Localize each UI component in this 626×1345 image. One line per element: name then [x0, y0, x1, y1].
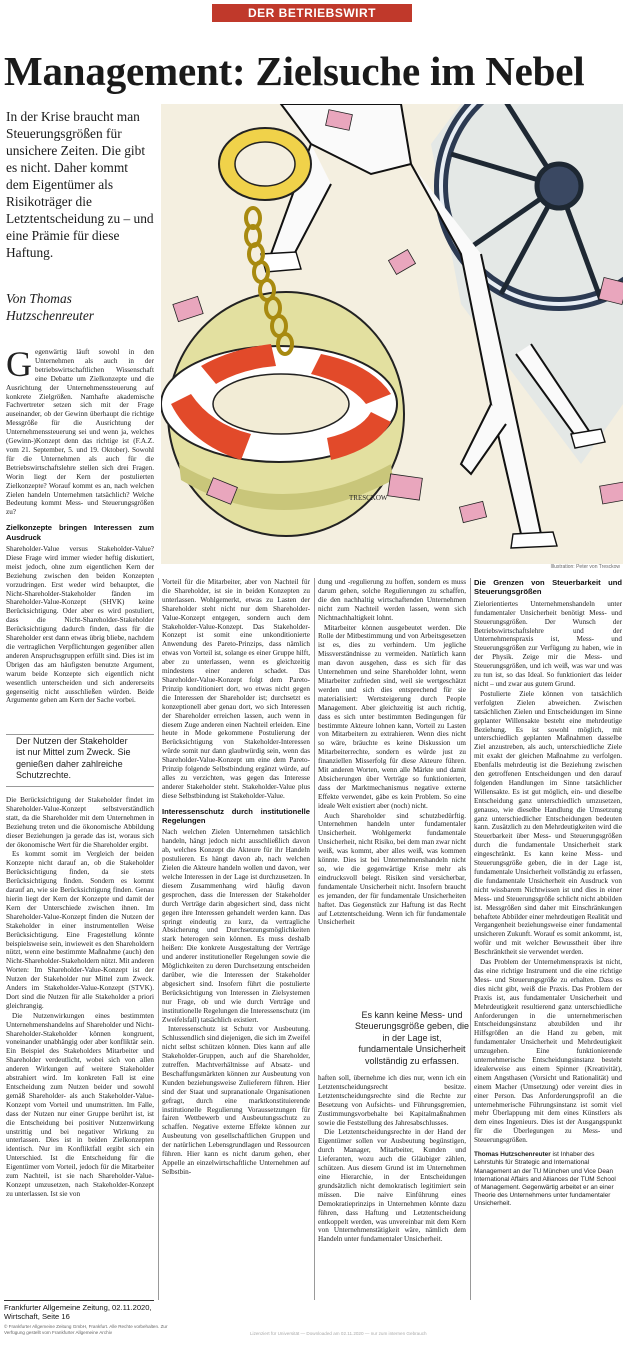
article-paragraph: Shareholder-Value versus Stakeholder-Value? Diese Frage wird immer wieder heftig diskutiert, meist jedoch, ohne zum eigentlichen Kern der Beziehung zwischen den beiden Konzepten vorzudringen. Erst weder wird behauptet, die Nicht-Shareholder-Stakeholder fänden im Shareholder-Value-Konzept (SHVK) keine Berücksichtigung. Oder aber es wird postuliert, dass die Nicht-Shareholder-Stakeholder Berücksichtigung dadurch finden, dass für die Shareholder erst dann etwas übrig bliebe, nachdem die vertraglichen Verpflichtungen gegenüber allen anderen Anspruchsgruppen erfüllt sind. Dies ist im Übrigen das am häufigsten benutzte Argument, warum beide Konzepte sich eigentlich nicht wesentlich unterscheiden und sich andererseits gegenseitig nicht ausschließen würden. Beide Argumente gehen am Kern der Sache vorbei.: [6, 545, 154, 705]
column-divider: [314, 578, 315, 1300]
pullquote-rule-bottom: [6, 786, 154, 787]
subhead-interessenschutz: Interessenschutz durch institutionelle Regelungen: [162, 806, 310, 826]
pullquote-stakeholder: Der Nutzen der Stakeholder ist nur Mittel zum Zweck. Sie genießen daher zahlreiche Schutzrechte.: [16, 736, 131, 781]
copyright-notice: © Frankfurter Allgemeine Zeitung GmbH, Frankfurt. Alle Rechte vorbehalten. Zur Verfügung gestellt vom Frankfurter Allgemeine Archiv: [4, 1324, 168, 1335]
article-paragraph: Die Letztentscheidungsrechte in der Hand der Eigentümer sollen vor Ausbeutung begünstigen, durch Manager, Mitarbeiter, Kunden und Lieferanten, wozu auch die Gläubiger zählen, schützen. Aus diesem Grund ist im Unternehmen eine Hierarchie, in der Entscheidungen grundsätzlich nicht demokratisch legitimiert sein müssen. Die naive Einführung eines Demokratieprinzips in Unternehmen könnte dazu führen, dass Haftung und Letztentscheidung entkoppelt werden, was unvereinbar mit dem Kern von Unternehmenstätigkeit wäre, nämlich dem Handeln unter fundamentaler Unsicherheit.: [318, 1128, 466, 1244]
illustration-credit: Illustration: Peter von Tresckow: [550, 564, 620, 570]
source-citation: Frankfurter Allgemeine Zeitung, 02.11.2020, Wirtschaft, Seite 16: [4, 1303, 152, 1322]
dropcap-letter: G: [6, 348, 32, 384]
article-paragraph: Die Nutzenwirkungen eines bestimmten Unternehmenshandelns auf Shareholder und Nicht-Shareholder-Stakeholder können kongruent, voneinander unabhängig oder aber konfliktär sein. Ein Beispiel des Stakeholders Mitarbeiter und Shareholder verdeutlicht, wobei sich von allen anderen Wirkungen auf weitere Stakeholder abstrahiert wird. Im konkreten Fall ist eine Entscheidung zum Nutzen beider und sowohl gemäß Shareholder- als auch Stakeholder-Value-Konzept vom Vorteil und unumstritten. Im Falle, dass der Nutzen nur einer Gruppe berührt ist, ist die Entscheidung bei positiver Nutzenwirkung unstrittig und bei negativer Wirkung zu unterlassen. Dies ist in beiden Zielkonzepten identisch. Nur im Konfliktfall ergibt sich ein Unterschied. Ist die Entscheidung für die Eigentümer vom Vorteil, jedoch für die Mitarbeiter zum Nachteil, ist sie nach Shareholder-Value-Konzept umzusetzen, nach Stakeholder-Konzept zu unterlassen. Ist sie von: [6, 1011, 154, 1198]
article-paragraph: Das Problem der Unternehmenspraxis ist nicht, das eine richtige Instrument und die eine richtige Mess- und Steuerungsgröße zu erhalten. Dass es dies nicht gibt, weiß die Praxis. Das Problem der Praxis ist, aus fundamentaler Unsicherheit und Mehrdeutigkeit resultierend ganz unterschiedliche Anforderungen in die unternehmerischen Entscheidungsinstanz abzubilden und ihr Hilfsgrößen an die Hand zu geben, mit fundamentaler Unsicherheit und Mehrdeutigkeit umzugehen. Eine funktionierende unternehmerische Entscheidungsinstanz besteht idealerweise aus einem Spinner (Kreativität), einem Angsthasen (Vorsicht und Rationalität) und einem Macher (Umsetzung) oder vereint dies in einer Person. Das Anforderungsprofil an die unternehmerische Führungsinstanz ist somit viel mehr Überlappung mit dem eines Künstlers als dem eines Ingenieurs. Dies ist der Ausgangspunkt für die Überlegungen zu Mess- und Steuerungsgrößen.: [474, 958, 622, 1145]
author-bio-text: ist Inhaber des Lehrstuhls für Strategic and International Management an der TU München und Vice Dean International Affairs and Alliances der TUM School of Management. Gegenwärtig arbeitet er an einer Theorie des Unternehmens unter fundamentaler Unsicherheit.: [474, 1151, 616, 1208]
subhead-zielkonzepte: Zielkonzepte bringen Interessen zum Ausdruck: [6, 523, 154, 542]
article-illustration: [161, 104, 623, 564]
illustration-drawing: [161, 104, 623, 564]
license-notice: Lizenziert für Universität — Downloaded am 02.11.2020 — nur zum internen Gebrauch: [250, 1331, 427, 1336]
pullquote-rule-top: [6, 734, 154, 735]
article-column-3: [318, 578, 466, 998]
article-column-3b: [318, 1074, 466, 1300]
pullquote-unsicherheit: Es kann keine Mess- und Steuerungsgröße geben, die in der Lage ist, fundamentale Unsicherheit vollständig zu erfassen.: [354, 1010, 470, 1066]
article-paragraph: Es kommt somit im Vergleich der beiden Konzepte nicht darauf an, ob die Stakeholder Berücksichtigung finden, da sie stets Berücksichtigung finden. Sondern es kommt darauf an, wie sie Berücksichtigung finden. Genau hierin liegt der Kern der Konzepte und damit der Kern der Unterschiede zwischen ihnen. Im Shareholder-Value-Konzept finden die Nutzen der Stakeholder in einer instrumentellen Weise Berücksichtigung. Eine Fragestellung könnte beispielsweise sein, inwieweit es den Shareholdern nützt, wenn eine bestimmte Maßnahme (auch) den Nicht-Shareholder-Stakeholdern nützt. Mit anderen Worten: Im Shareholder-Value-Konzept ist der Nutzen der Stakeholder nur Mittel zum Zweck. Anders im Stakeholder-Value-Konzept (STVK). Dort sind die Nutzen für alle Stakeholder a priori gleichrangig.: [6, 850, 154, 1010]
footer-rule: [4, 1300, 154, 1301]
article-paragraph: Mitarbeiter können ausgebeutet werden. Die Rolle der Mitbestimmung und von Arbeitsgesetzen ist es, dies zu verhindern. Um jegliche Missverständnisse zu vermeiden. Natürlich kann man davon ausgehen, dass es sich für das Unternehmen und seine Shareholder lohnt, wenn Mitarbeiter zufrieden sind, weil sie wertgeschätzt werden und sich dies entsprechend für sie materialisiert: Wertsteigerung durch People Management. Aber gleichzeitig ist auch richtig, dass es sich unter bestimmten Bedingungen für bestimmte Akteure lohnen kann, Vorteil zu Lasten von Mitarbeitern zu extrahieren. Wenn dies nicht so wäre, bräuchte es keine Diskussion um Mitarbeiterrechte, sondern es würde just zu finanziellen Misserfolg für diese Akteure führen. Mit anderen Worten, wenn alle Märkte und damit Absicherungen über Verträge so funktionierten, dass der Marktmechanismus negative externe Effekte verwendet, gäbe es kein Problem. So eine ideale Welt existiert aber (noch) nicht.: [318, 623, 466, 810]
article-paragraph: haften soll, übernehme ich dies nur, wenn ich ein Letztentscheidungsrecht besitze. Letztentscheidungsrechte sind die Rechte zur Besetzung von Aufsichts- und Führungsgremien, Zustimmungsvorbehalte bei Kapitalmaßnahmen sowie die Feststellung des Jahresabschlusses.: [318, 1074, 466, 1127]
article-column-1: [6, 348, 154, 733]
article-column-4: [474, 578, 622, 1300]
article-paragraph: dung und -regulierung zu hoffen, sondern es muss darum gehen, solche Regulierungen zu schaffen, die den nachhaltig wirtschaftenden Unternehmen nicht zum Nachteil werden lassen, wenn sich Nichtnachhaltigkeit lohnt.: [318, 578, 466, 622]
article-paragraph: Zielorientiertes Unternehmenshandeln unter fundamentaler Unsicherheit benötigt Mess- und Steuerungsgrößen. Der Wunsch der Betriebswirtschaftslehre und der Unternehmenspraxis ist, Mess- und Steuerungsgrößen zur Verfügung zu haben, wie in der Physik. Zeige mir die Mess- und Steuerungsgrößen, und ich weiß, was war und was zu tun ist, so das Ideal. So funktioniert das leider nicht – und zwar aus gutem Grund.: [474, 599, 622, 688]
article-intro: Gegenwärtig läuft sowohl in den Unternehmen als auch in der betriebswirtschaftlichen Wissenschaft eine Debatte um Zielkonzepte und die Ausrichtung der Unternehmenssteuerung auf konkrete Zielgrößen. Namhafte akademische Fachvertreter setzen sich mit der Frage auseinander, ob der Gewinn überhaupt die richtige Messgröße für die Ausrichtung der Unternehmenssteuerung sei und wenn ja, welches (Gewinn-)Konzept denn das richtige ist (F.A.Z. vom 21. September, 5. und 19. Oktober). Sowohl für die Unternehmen als auch für die Betriebswirtschaftslehre stellen sich drei Fragen. Worin liegt der Kern der postulierten Zielkonzepte? Worauf kommt es an, nach welchen Zielen handeln Unternehmen tatsächlich? Welche Bedeutung kommt Mess- und Steuerungsgrößen zu?: [6, 348, 154, 517]
article-paragraph: Interessenschutz ist Schutz vor Ausbeutung. Schlussendlich sind diejenigen, die sich im Zweifel nicht selbst schützen können. Dies kann auf alle Stakeholder-Gruppen, auch auf die Shareholder, zutreffen. Machtverhältnisse auf Absatz- und Beschaffungsmärkten können zur Ausbeutung von Kunden beziehungsweise Zulieferern führen. Hier sind der Staat und supranationale Organisationen gefragt, durch eine marktkonstituierende institutionelle Regulierung Voraussetzungen für fairen Wettbewerb und Ausbeutungsschutz zu schaffen. Negative externe Effekte können zur Ausbeutung von gesellschaftlichen Gruppen und der natürlichen Lebensgrundlagen und Ressourcen führen. Hier kann es nicht darum gehen, eher Appelle an einzelwirtschaftliche Unternehmen auf Selbstbin-: [162, 1025, 310, 1176]
section-label: DER BETRIEBSWIRT: [212, 4, 412, 22]
article-paragraph: Auch Shareholder sind schutzbedürftig. Unternehmen handeln unter fundamentaler Unsicherheit. Wohlgemerkt fundamentale Unsicherheit, nicht Risiko, bei dem man zwar nicht weiß, was kommt, aber alles weiß, was kommen könnte. Dies ist bei Unternehmenshandeln nicht so, wie die gegenwärtige Krise mehr als eindrucksvoll belegt. Risiken sind versicherbar, fundamentale Unsicherheit nicht. Insofern braucht es jemanden, der für fundamentale Unsicherheiten haftet. Das Gegenstück zur Haftung ist das Recht auf Letztentscheidung. Wenn ich für fundamentale Unsicherheit: [318, 811, 466, 927]
article-paragraph: Nach welchen Zielen Unternehmen tatsächlich handeln, hängt jedoch nicht ausschließlich davon ab, welches Konzept die Akteure für ihr Handeln postulieren. Es hängt davon ab, nach welchen Zielen die Akteure handeln wollen und davon, wer welche Interessen in der Lage ist durchzusetzen. In diesem Zusammenhang wird häufig davon gesprochen, dass die Interessen der Stakeholder durch Verträge darin abgesichert sind, dass nicht gegen ihre Interessen gehandelt werden kann. Das springt eindeutig zu kurz, da vertragliche Absicherung und Durchsetzungsmöglichkeiten stark heterogen sein können. Es muss deshalb heißen: Die konkrete Ausgestaltung der Verträge und anderer institutioneller Regelungen sowie die Möglichkeiten zu deren Durchsetzung entscheiden darüber, wie die Interessen der Stakeholder abgesichert sind. Insofern führt die postulierte Berücksichtigung von Interessen in Zielsystemen nur Frage, ob und wie durch Verträge und institutionelle Regelungen die Interessenschutz (im Zweifelsfall) tatsächlich existiert.: [162, 828, 310, 1024]
article-paragraph: Die Berücksichtigung der Stakeholder findet im Shareholder-Value-Konzept selbstverständlich statt, da die Shareholder mit dem Unternehmen in Beziehung treten und die ökonomische Abbildung dieser Beziehungen ja gerade das ist, woraus sich der ökonomische Wert für die Shareholder ergibt.: [6, 796, 154, 849]
article-author: Von Thomas Hutzschenreuter: [6, 291, 95, 323]
article-paragraph: Vorteil für die Mitarbeiter, aber von Nachteil für die Shareholder, ist sie in beiden Konzepten zu unterlassen. Wohlgemerkt, etwas zu Lasten der Shareholder steht nicht nur dem Shareholder-Value-Konzept entgegen, sondern auch dem Stakeholder-Value-Konzept. Das Stakeholder-Konzept ist somit eine unkonditionierte Anwendung des Pareto-Prinzips, dass nämlich etwas von Vorteil ist, solange es einer Gruppe hilft, aber zu unterlassen, wenn es gleichzeitig mindestens einer anderen schadet. Das Shareholder-Value-Konzept folgt dem Pareto-Prinzip konditioniert dort, wo etwas nicht gegen die Interessen der Shareholder ist; durchsetzt es konzeptionell aber genau dort, wo sich Interessen der Shareholder erreichen lassen, auch wenn in diesem Zuge anderen einen Nachteil erleiden. Eine heute in Mode gekommene Postulierung der Berücksichtigung von Stakeholder-Interessen würde somit nur dann glaubwürdig sein, wenn das Shareholder-Value-Konzept um eine dem Pareto-Prinzip folgende Selbstbindung ergänzt würde, auf alles zu verzichten, was gegen das Interesse anderer Stakeholder steht. Stakeholder-Value plus diese Selbstbindung ist Stakeholder-Value.: [162, 578, 310, 800]
article-paragraph: Postulierte Ziele können von tatsächlich verfolgten Zielen abweichen. Zwischen tatsächlichen Zielen und Entscheidungen im Sinne geplanter Willensakte besteht eine mehrdeutige Beziehung. Es ist sowohl möglich, mit unterschiedlich geplanten Maßnahmen dasselbe Ziel anzustreben, als auch, unterschiedliche Ziele mit exakt der gleichen Maßnahme zu verfolgen. Ebenfalls mehrdeutig ist die Beziehung zwischen den getroffenen Entscheidungen und den darauf folgenden Handlungen im Sinne tatsächlicher Willensakte. Es ist gut möglich, ein- und dieselbe Entscheidung ganz unterschiedlich umzusetzen, genauso, wie dieselbe Handlung die Umsetzung ganz unterschiedlicher Entscheidungen bedeuten kann. Zusätzlich zu den Mehrdeutigkeiten wird die Steuerbarkeit über Mess- und Steuerungsgrößen durch die fundamentale Unsicherheit stark eingeschränkt. Es kann keine Mess- und Steuerungsgröße geben, die in der Lage ist, fundamentale Unsicherheit vollständig zu erfassen, die fundamentale Unsicherheit ein Ausdruck von nicht wissbarem Nichtwissen ist und dies in einer Mess- und Steuerungsgröße schlicht nicht abbilden ist. Messgrößen sind daher mit Einschränkungen behaftete Abbilder einer mehrdeutigen Realität und Vergangenheit beziehungsweise einer fundamental unsicheren Zukunft. Worauf es somit ankommt, ist, wofür und mit welcher Bewusstheit über ihre Beschränktheit sie verwendet werden.: [474, 689, 622, 957]
author-bio: [474, 1151, 622, 1208]
article-headline: Management: Zielsuche im Nebel: [4, 48, 585, 94]
illustration-signature: TRESCKOW: [349, 494, 388, 502]
author-bio-name: Thomas Hutzschenreuter: [474, 1151, 551, 1159]
column-divider: [470, 578, 471, 1300]
column-divider: [158, 578, 159, 1300]
article-column-2: [162, 578, 310, 1300]
article-column-1b: [6, 796, 154, 1301]
article-lead: In der Krise braucht man Steuerungsgrößen für unsichere Zeiten. Die gibt es nicht. Daher kommt dem Eigentümer als Risikoträger die Letztentscheidung zu – und eine Prämie für diese Haftung.: [6, 109, 154, 260]
subhead-grenzen: Die Grenzen von Steuerbarkeit und Steuerungsgrößen: [474, 578, 622, 597]
